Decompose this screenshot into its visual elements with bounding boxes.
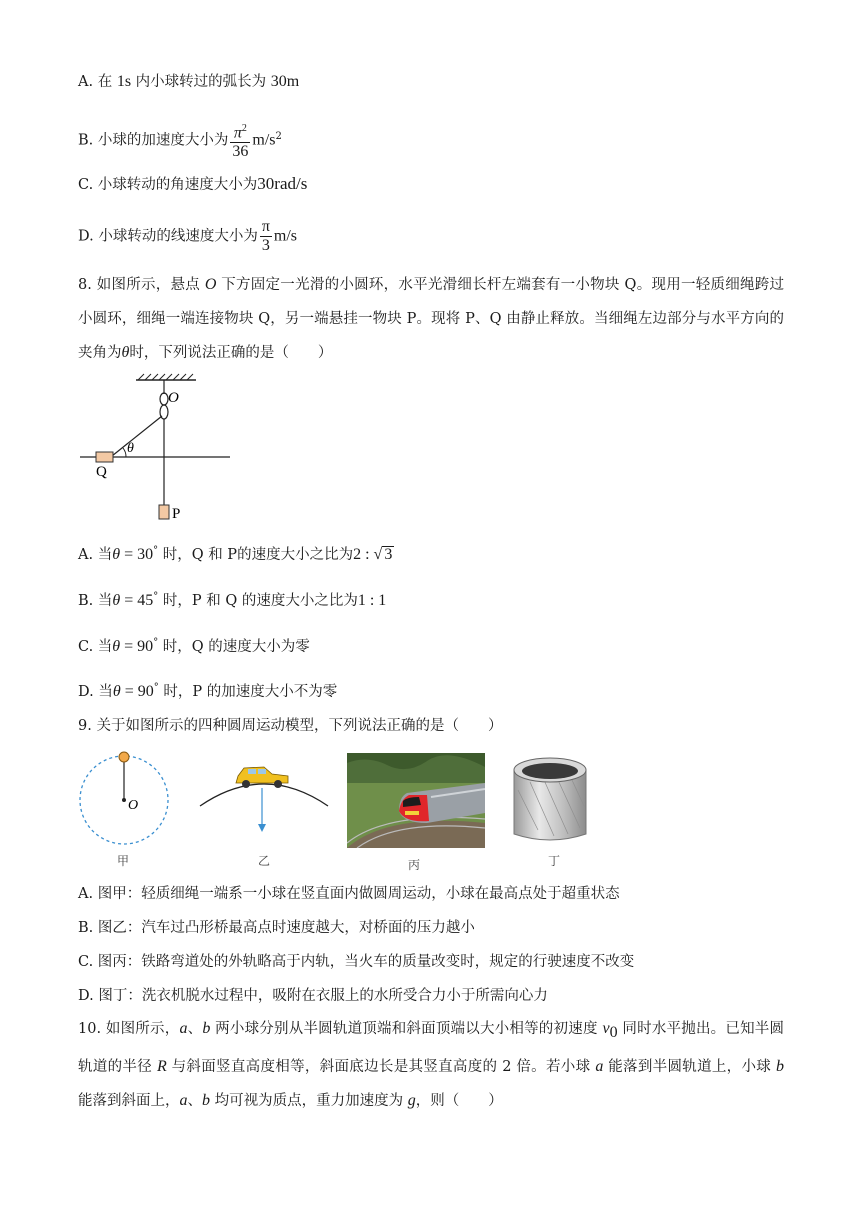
center-point	[122, 798, 126, 802]
q9-option-a: A. 图甲：轻质细绳一端系一小球在竖直面内做圆周运动，小球在最高点处于超重状态	[78, 886, 620, 902]
ring-top	[160, 393, 168, 405]
q8-option-c: C. 当θ = 90° 时，Q 的速度大小为零	[78, 637, 310, 655]
caption-ding: 丁	[548, 854, 561, 868]
q7-option-a	[78, 72, 299, 92]
figure-ding	[508, 750, 592, 846]
q8-figure	[78, 372, 238, 522]
caption-yi: 乙	[258, 854, 271, 868]
q8-option-b: B. 当θ = 45° 时，P 和 Q 的速度大小之比为1 : 1	[78, 591, 387, 609]
q8-option-d: D. 当θ = 90° 时，P 的加速度大小不为零	[78, 682, 338, 700]
q9-option-c: C. 图丙：铁路弯道处的外轨略高于内轨，当火车的质量改变时，规定的行驶速度不改变	[78, 954, 635, 970]
option-prefix: B. 小球的加速度大小为	[78, 132, 229, 149]
q9-option-b: B. 图乙：汽车过凸形桥最高点时速度越大，对桥面的压力越小	[78, 920, 475, 936]
q10-stem: 10. 如图所示，a、b 两小球分别从半圆轨道顶端和斜面顶端以大小相等的初速度 $v_0$ 同时水平抛出。已知半圆轨道的半径 R 与斜面竖直高度相等，斜面底边长是其竖直高度的 2 倍。若小球 a 能落到半圆轨道上，小球 b 能落到斜面上，a、b 均可视为质点，重力加速度为 g，则（ ）	[78, 1020, 785, 1109]
caption-jia: 甲	[117, 854, 130, 868]
unit: m/s	[273, 227, 298, 245]
label-o: O	[128, 798, 139, 813]
fraction: $\frac{\pi^2}{36}$	[230, 120, 250, 161]
fraction: $\frac{\pi}{3}$	[261, 218, 270, 254]
q9-option-d: D. 图丁：洗衣机脱水过程中，吸附在衣服上的水所受合力小于所需向心力	[78, 988, 548, 1004]
figure-yi	[198, 756, 330, 836]
figure-bing	[347, 753, 485, 848]
drum-opening	[522, 763, 578, 779]
rope-left	[112, 416, 162, 456]
option-prefix: D. 小球转动的线速度大小为	[78, 228, 258, 245]
q7-option-c	[78, 174, 307, 195]
option-text: 内小球转过的弧长为	[131, 74, 271, 90]
label-q: Q	[96, 464, 107, 480]
ball	[119, 752, 129, 762]
q7-option-b: B. 小球的加速度大小为 $\frac{\pi^2}{36}$ $m/s^2$	[78, 120, 282, 161]
label-p: P	[172, 506, 181, 522]
ceiling-hatch	[138, 374, 193, 380]
angle-arc	[123, 448, 126, 457]
unit: m/s	[252, 131, 276, 149]
option-prefix: C. 小球转动的角速度大小为	[78, 177, 258, 193]
q9-stem: 9. 关于如图所示的四种圆周运动模型，下列说法正确的是（ ）	[78, 718, 503, 734]
q8-stem: 8. 如图所示，悬点 O 下方固定一光滑的小圆环，水平光滑细长杆左端套有一小物块 Q。现用一轻质细绳跨过小圆环，细绳一端连接物块 Q，另一端悬挂一物块 P。现将 P、Q 由静止释放。当细绳左边部分与水平方向的夹角为θ时，下列说法正确的是（ ）	[78, 276, 784, 361]
arrow-head	[258, 824, 266, 832]
convex-bridge	[200, 784, 328, 806]
q8-option-a: A. 当θ = 30° 时，Q 和 P的速度大小之比为2 : √ 3	[78, 545, 393, 563]
label-o: O	[168, 390, 179, 406]
label-theta: θ	[127, 441, 134, 456]
option-prefix: A. 在	[78, 74, 117, 90]
angular-velocity-value: 30rad/s	[257, 174, 308, 193]
sqrt-value: 3	[384, 545, 393, 563]
time-value: 1s	[116, 73, 132, 90]
q7-option-d	[78, 218, 297, 255]
arc-length-value: 30m	[270, 73, 300, 90]
figure-jia	[78, 750, 174, 846]
car-icon	[236, 767, 288, 788]
block-p	[159, 505, 169, 519]
block-q	[96, 452, 113, 462]
caption-bing: 丙	[408, 858, 421, 872]
